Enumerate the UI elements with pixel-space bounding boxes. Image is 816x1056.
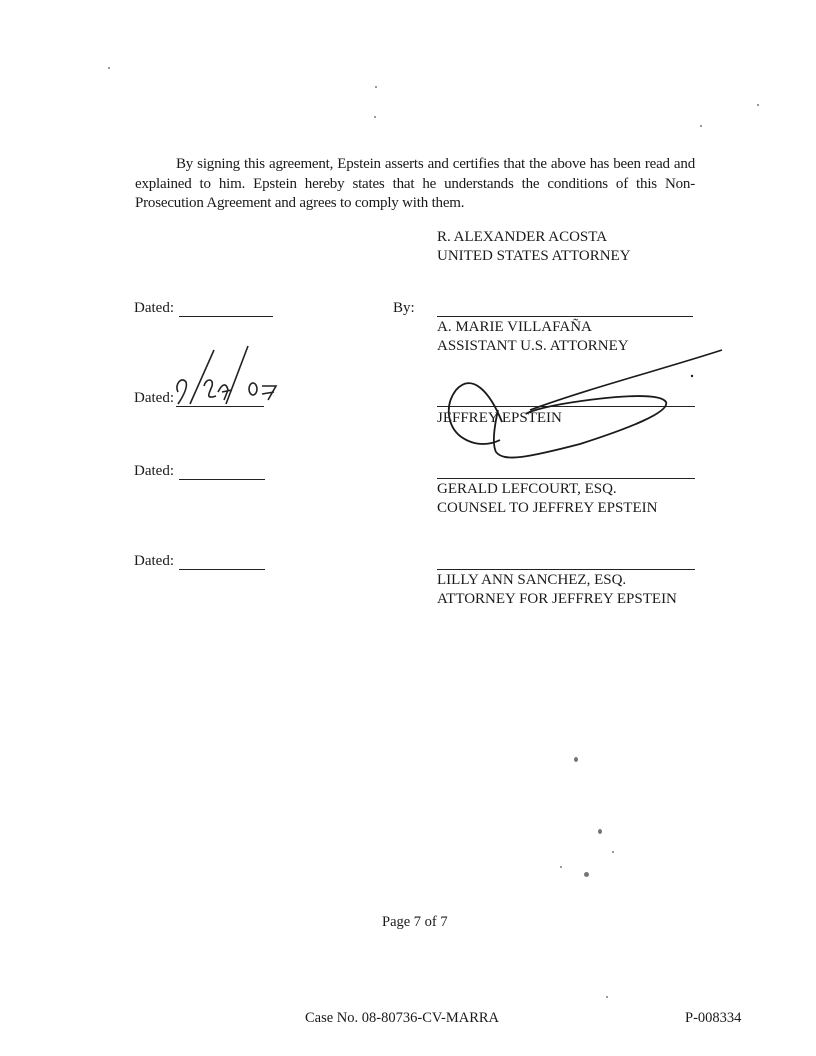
dated-label-4: Dated: <box>134 553 174 569</box>
lefcourt-name: GERALD LEFCOURT, ESQ. <box>437 481 617 497</box>
bates-number: P-008334 <box>685 1010 742 1026</box>
dated-label-2: Dated: <box>134 390 174 406</box>
us-attorney-title: UNITED STATES ATTORNEY <box>437 248 631 264</box>
dated-label-3: Dated: <box>134 463 174 479</box>
sanchez-name: LILLY ANN SANCHEZ, ESQ. <box>437 572 627 588</box>
case-number: Case No. 08-80736-CV-MARRA <box>305 1010 500 1026</box>
dated-label-1: Dated: <box>134 300 174 316</box>
date-line-1 <box>179 316 273 317</box>
date-line-3 <box>179 479 265 480</box>
handwritten-date <box>170 342 280 412</box>
villafana-title: ASSISTANT U.S. ATTORNEY <box>437 338 629 354</box>
sanchez-title: ATTORNEY FOR JEFFREY EPSTEIN <box>437 591 677 607</box>
by-label: By: <box>393 300 415 316</box>
acknowledgement-paragraph: By signing this agreement, Epstein asserts and certifies that the above has been read and explained to him. Epstein hereby states that he understands the conditions of this Non-Prosecution Agreement and agrees to comply with them. <box>135 156 695 211</box>
epstein-name: JEFFREY EPSTEIN <box>437 410 562 426</box>
lefcourt-title: COUNSEL TO JEFFREY EPSTEIN <box>437 500 658 516</box>
epstein-signature <box>430 340 730 470</box>
us-attorney-name: R. ALEXANDER ACOSTA <box>437 229 608 245</box>
villafana-name: A. MARIE VILLAFAÑA <box>437 319 592 335</box>
date-line-4 <box>179 569 265 570</box>
page-number: Page 7 of 7 <box>382 914 448 930</box>
